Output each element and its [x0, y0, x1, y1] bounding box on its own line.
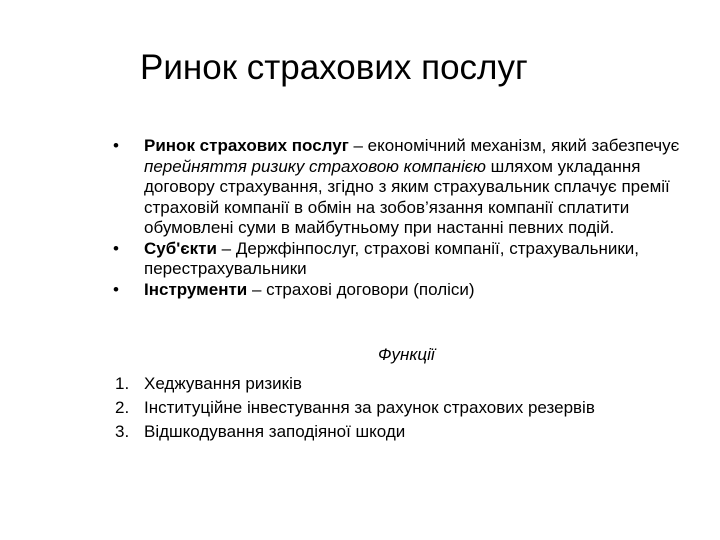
bullet-text: – економічний механізм, який забезпечує	[348, 136, 680, 155]
bullet-term: Суб'єкти	[144, 238, 217, 258]
functions-list	[115, 372, 705, 444]
bullet-list	[113, 136, 703, 300]
number-marker: 2.	[115, 398, 130, 417]
slide-title: Ринок страхових послуг	[140, 48, 528, 87]
functions-heading: Функції	[378, 345, 435, 364]
bullet-text: – Держфінпослуг, страхові компанії, страхувальники, перестрахувальники	[144, 238, 640, 278]
bullet-marker: •	[113, 279, 119, 299]
bullet-text: шляхом укладання договору страхування, згідно з яким страхувальник сплачує премії страховій компанії в обмін на зобов’язання компанії сплатити обумовлені суми в майбутньому при настанні певних подій.	[144, 156, 670, 237]
bullet-emphasis: перейняття ризику страховою компанією	[144, 156, 486, 176]
bullet-term: Інструменти	[144, 279, 248, 299]
bullet-text: – страхові договори (поліси)	[247, 279, 475, 299]
bullet-marker: •	[113, 136, 119, 155]
bullet-item-instruments	[113, 280, 703, 301]
bullet-item-subjects	[113, 239, 703, 280]
number-marker: 1.	[115, 374, 130, 393]
number-marker: 3.	[115, 422, 130, 441]
bullet-item-market	[113, 136, 703, 239]
bullet-term: Ринок страхових послуг	[144, 136, 349, 155]
function-item	[115, 420, 705, 444]
function-item	[115, 396, 705, 420]
bullet-marker: •	[113, 238, 119, 258]
function-label: Інституційне інвестування за рахунок страхових резервів	[144, 398, 595, 417]
function-item	[115, 372, 705, 396]
function-label: Хеджування ризиків	[144, 374, 302, 393]
function-label: Відшкодування заподіяної шкоди	[144, 422, 406, 441]
